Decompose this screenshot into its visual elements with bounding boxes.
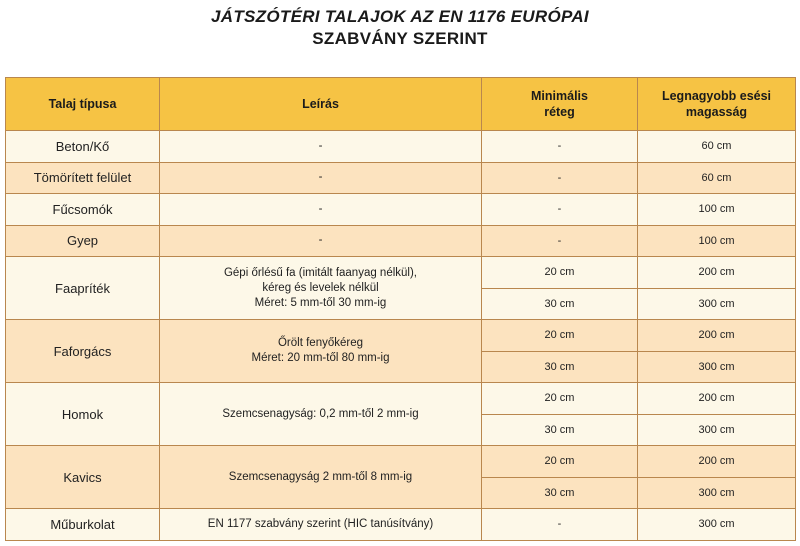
minimum-layer-cell: 20 cm — [482, 320, 638, 352]
max-fall-height-cell: 300 cm — [638, 351, 796, 383]
description-line: - — [318, 234, 323, 247]
max-fall-height-cell: 200 cm — [638, 383, 796, 415]
minimum-layer-cell: 20 cm — [482, 383, 638, 415]
description-cell — [160, 509, 482, 541]
table-row — [6, 162, 796, 194]
description-cell — [160, 446, 482, 509]
max-fall-height-cell: 300 cm — [638, 477, 796, 509]
minimum-layer-cell: - — [482, 509, 638, 541]
surface-type-cell: Kavics — [6, 446, 160, 509]
surface-type-cell: Faapríték — [6, 257, 160, 320]
minimum-layer-cell: 30 cm — [482, 351, 638, 383]
description-cell — [160, 131, 482, 163]
max-fall-height-cell: 100 cm — [638, 194, 796, 226]
description-line: Őrölt fenyőkéreg — [277, 337, 363, 349]
header-surface-type: Talaj típusa — [6, 78, 160, 131]
surface-type-cell: Műburkolat — [6, 509, 160, 541]
minimum-layer-cell: 20 cm — [482, 446, 638, 478]
description-line: Szemcsenagyság 2 mm-től 8 mm-ig — [228, 470, 413, 483]
max-fall-height-cell: 300 cm — [638, 414, 796, 446]
max-fall-height-cell: 200 cm — [638, 320, 796, 352]
minimum-layer-cell: - — [482, 194, 638, 226]
header-minimum-layer-text: Minimális réteg — [531, 89, 588, 119]
description-line: Méret: 5 mm-től 30 mm-ig — [254, 296, 387, 309]
description-cell — [160, 383, 482, 446]
minimum-layer-cell: - — [482, 162, 638, 194]
table-row — [6, 257, 796, 289]
description-line: kéreg és levelek nélkül — [262, 281, 379, 294]
surface-type-cell: Fűcsomók — [6, 194, 160, 226]
table-row — [6, 131, 796, 163]
minimum-layer-cell: 20 cm — [482, 257, 638, 289]
description-cell — [160, 225, 482, 257]
description-line: - — [318, 202, 323, 215]
table-body — [6, 131, 796, 541]
max-fall-height-cell: 200 cm — [638, 257, 796, 289]
minimum-layer-cell: - — [482, 225, 638, 257]
max-fall-height-cell: 300 cm — [638, 509, 796, 541]
max-fall-height-cell: 60 cm — [638, 131, 796, 163]
description-line: Gépi őrlésű fa (imitált faanyag nélkül), — [223, 266, 418, 279]
header-max-fall-height — [638, 78, 796, 131]
max-fall-height-cell: 60 cm — [638, 162, 796, 194]
description-line: EN 1177 szabvány szerint (HIC tanúsítvány) — [207, 517, 434, 530]
surface-type-cell: Faforgács — [6, 320, 160, 383]
playground-surfaces-table — [5, 77, 796, 541]
minimum-layer-cell: 30 cm — [482, 288, 638, 320]
description-cell — [160, 257, 482, 320]
surface-type-cell: Homok — [6, 383, 160, 446]
minimum-layer-cell: - — [482, 131, 638, 163]
surface-type-cell: Beton/Kő — [6, 131, 160, 163]
title-line-2: SZABVÁNY SZERINT — [312, 29, 488, 48]
table-row — [6, 225, 796, 257]
table-header-row — [6, 78, 796, 131]
title-line-1: JÁTSZÓTÉRI TALAJOK AZ EN 1176 EURÓPAI — [211, 7, 589, 26]
table-row — [6, 194, 796, 226]
page-title — [0, 6, 800, 50]
table-row — [6, 509, 796, 541]
header-minimum-layer — [482, 78, 638, 131]
max-fall-height-cell: 300 cm — [638, 288, 796, 320]
surface-type-cell: Gyep — [6, 225, 160, 257]
header-max-fall-height-text: Legnagyobb esési magasság — [661, 89, 772, 119]
description-line: - — [318, 139, 323, 152]
table-row — [6, 446, 796, 478]
description-cell — [160, 194, 482, 226]
description-line: Szemcsenagyság: 0,2 mm-től 2 mm-ig — [222, 407, 419, 420]
description-line: - — [318, 171, 323, 184]
minimum-layer-cell: 30 cm — [482, 477, 638, 509]
surface-type-cell: Tömörített felület — [6, 162, 160, 194]
header-description: Leírás — [160, 78, 482, 131]
max-fall-height-cell: 200 cm — [638, 446, 796, 478]
table-row — [6, 383, 796, 415]
description-cell — [160, 320, 482, 383]
description-line: Méret: 20 mm-től 80 mm-ig — [251, 352, 390, 364]
minimum-layer-cell: 30 cm — [482, 414, 638, 446]
max-fall-height-cell: 100 cm — [638, 225, 796, 257]
description-cell — [160, 162, 482, 194]
table-row — [6, 320, 796, 352]
